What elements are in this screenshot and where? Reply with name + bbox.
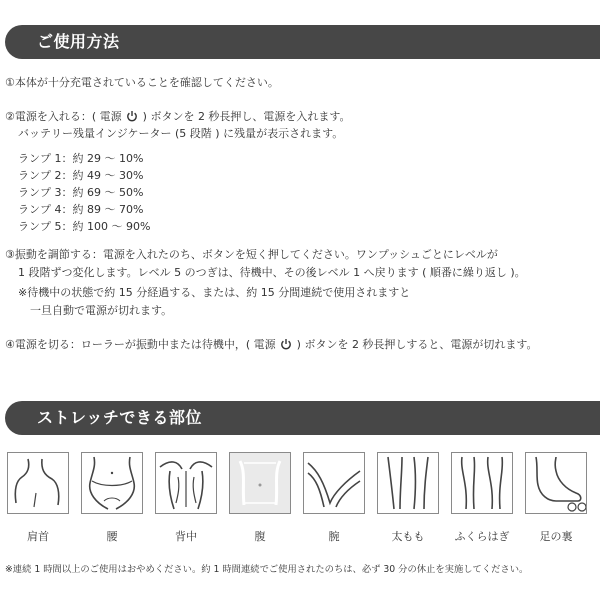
lamp-1: ランプ 1：約 29 ～ 10% [18, 152, 144, 165]
stretch-section-title: ストレッチできる部位 [37, 408, 202, 427]
sole-icon [525, 452, 587, 514]
thigh-icon [377, 452, 439, 514]
body-parts-grid [7, 452, 595, 516]
step-4-post: ) ボタンを 2 秒長押しすると、電源が切れます。 [296, 338, 538, 351]
body-part-label: 腕 [328, 530, 340, 543]
back-icon [155, 452, 217, 514]
step-3-auto-off-note: ※待機中の状態で約 15 分経過する、または、約 15 分間連続で使用されますと [18, 286, 411, 299]
lamp-4: ランプ 4：約 89 ～ 70% [18, 203, 144, 216]
waist-icon [81, 452, 143, 514]
body-part-label: 太もも [391, 530, 425, 543]
power-icon [280, 338, 292, 350]
usage-section-title: ご使用方法 [37, 32, 120, 51]
step-2-battery-note: バッテリー残量インジケーター (5 段階 ) に残量が表示されます。 [18, 127, 344, 140]
body-part-label: 背中 [175, 530, 197, 543]
stretch-section-header [5, 401, 600, 435]
body-part-label: 腰 [106, 530, 118, 543]
lamp-2: ランプ 2：約 49 ～ 30% [18, 169, 144, 182]
step-4-pre: ④電源を切る：ローラーが振動中または待機中，( 電源 [5, 338, 276, 351]
usage-section-header [5, 25, 600, 59]
calf-icon [451, 452, 513, 514]
body-part-label: 足の裏 [539, 530, 573, 543]
body-part-label: 腹 [254, 530, 266, 543]
abdomen-icon [229, 452, 291, 514]
step-2-pre: ②電源を入れる：( 電源 [5, 110, 122, 123]
arm-icon [303, 452, 365, 514]
lamp-5: ランプ 5：約 100 ～ 90% [18, 220, 151, 233]
step-3-line-4: 一旦自動で電源が切れます。 [30, 304, 173, 317]
lamp-3: ランプ 3：約 69 ～ 50% [18, 186, 144, 199]
step-4 [5, 338, 538, 352]
step-3-line-1: ③振動を調節する：電源を入れたのち、ボタンを短く押してください。ワンプッシュごとにレベルが [5, 248, 498, 261]
step-3-line-2: 1 段階ずつ変化します。レベル 5 のつぎは、待機中、その後レベル 1 へ戻ります ( 順番に繰り返し )。 [18, 266, 526, 279]
body-part-label: 肩首 [27, 530, 49, 543]
body-part-label: ふくらはぎ [454, 530, 510, 543]
step-2 [5, 110, 351, 124]
step-1: ①本体が十分充電されていることを確認してください。 [5, 76, 279, 89]
usage-limit-footnote: ※連続 1 時間以上のご使用はおやめください。約 1 時間連続でご使用されたのちは、必ず 30 分の休止を実施してください。 [5, 564, 529, 575]
step-2-post: ) ボタンを 2 秒長押し、電源を入れます。 [142, 110, 351, 123]
power-icon [126, 110, 138, 122]
shoulder-neck-icon [7, 452, 69, 514]
